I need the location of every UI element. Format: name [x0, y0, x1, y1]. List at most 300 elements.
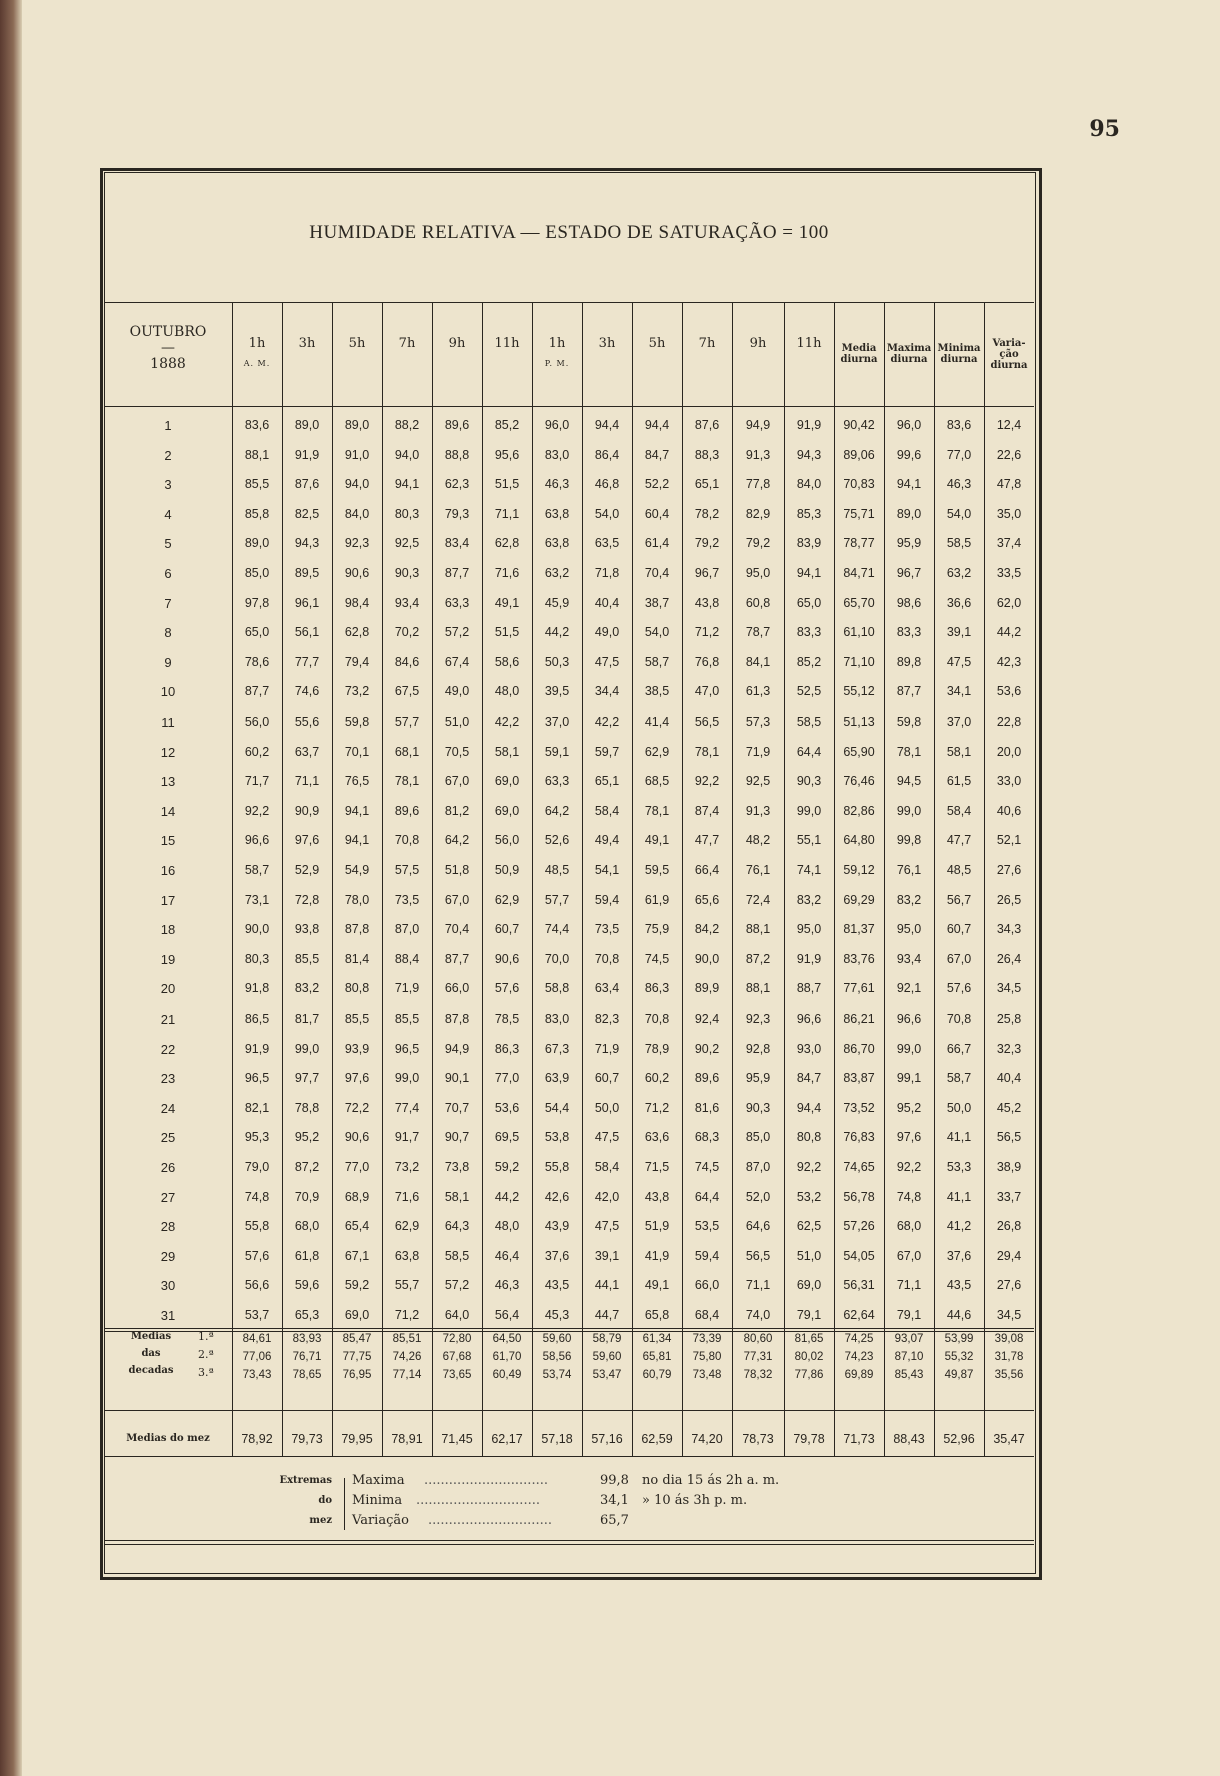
table-cell: 89,5: [294, 566, 320, 580]
table-cell: 39,5: [544, 684, 570, 699]
table-cell: 95,2: [896, 1100, 922, 1115]
decade-cell: 59,60: [592, 1351, 622, 1363]
table-cell: 94,9: [444, 1041, 470, 1056]
table-cell: 62,9: [494, 892, 520, 907]
table-cell: 55,1: [796, 833, 822, 848]
table-cell: 66,4: [694, 863, 720, 877]
day-number: 28: [160, 1219, 176, 1235]
table-cell: 83,76: [843, 951, 875, 966]
table-cell: 58,7: [946, 1071, 972, 1086]
rule: [104, 406, 1034, 407]
table-row: [104, 826, 1034, 855]
table-cell: 95,0: [745, 566, 771, 580]
table-cell: 96,5: [394, 1041, 420, 1056]
table-cell: 47,8: [996, 477, 1022, 492]
table-cell: 41,2: [946, 1219, 972, 1234]
table-cell: 61,10: [843, 625, 875, 640]
table-cell: 64,6: [745, 1219, 771, 1234]
decade-cell: 74,26: [392, 1351, 422, 1363]
table-cell: 49,1: [644, 833, 670, 848]
table-cell: 79,2: [694, 536, 720, 551]
table-cell: 78,7: [745, 625, 771, 640]
table-cell: 70,1: [344, 744, 370, 759]
table-cell: 63,3: [444, 595, 470, 610]
month-mean-cell: 35,47: [993, 1432, 1025, 1446]
summary-header: Varia-ção diurna: [990, 337, 1028, 371]
table-cell: 90,3: [394, 566, 420, 580]
table-cell: 82,86: [843, 803, 875, 818]
table-cell: 90,6: [494, 951, 520, 966]
day-number: 17: [160, 892, 176, 908]
extremes-label-3: mez: [309, 1515, 332, 1526]
hour-header: [432, 304, 482, 404]
table-cell: 58,4: [594, 1160, 620, 1174]
table-cell: 67,1: [344, 1248, 370, 1263]
day-number: 6: [164, 566, 172, 581]
table-cell: 90,3: [745, 1100, 771, 1115]
table-cell: 89,8: [896, 654, 922, 669]
table-cell: 83,2: [796, 892, 822, 907]
table-cell: 81,7: [294, 1012, 320, 1026]
day-number: 19: [160, 951, 176, 967]
table-cell: 44,2: [544, 625, 570, 640]
decade-cell: 60,79: [642, 1369, 672, 1381]
hour-header: [532, 304, 582, 404]
table-cell: 33,0: [996, 774, 1022, 789]
table-title: HUMIDADE RELATIVA — ESTADO DE SATURAÇÃO = 100: [309, 222, 829, 243]
decade-label-3: decadas: [128, 1365, 174, 1376]
table-cell: 53,8: [544, 1130, 570, 1145]
table-cell: 78,0: [344, 892, 370, 907]
table-cell: 88,3: [694, 447, 720, 462]
table-cell: 96,7: [896, 566, 922, 580]
table-cell: 73,5: [394, 892, 420, 907]
table-cell: 78,8: [294, 1100, 320, 1115]
decade-cell: 75,80: [692, 1351, 722, 1363]
table-cell: 42,2: [494, 715, 520, 729]
table-cell: 42,2: [594, 715, 620, 729]
decade-cell: 65,81: [642, 1351, 672, 1363]
decade-cell: 93,07: [894, 1333, 924, 1345]
table-cell: 20,0: [996, 744, 1022, 759]
table-cell: 34,5: [996, 981, 1022, 996]
table-cell: 73,2: [344, 684, 370, 699]
decade-cell: 85,43: [894, 1369, 924, 1381]
table-cell: 43,9: [544, 1219, 570, 1234]
table-cell: 87,0: [745, 1160, 771, 1174]
table-cell: 55,7: [394, 1278, 420, 1293]
table-cell: 78,1: [694, 744, 720, 759]
table-cell: 74,8: [896, 1189, 922, 1204]
table-cell: 41,4: [644, 715, 670, 729]
table-cell: 59,12: [843, 863, 875, 877]
table-cell: 65,6: [694, 892, 720, 907]
month-mean-cell: 78,73: [742, 1432, 774, 1446]
table-cell: 74,65: [843, 1160, 875, 1174]
table-cell: 88,4: [394, 951, 420, 966]
table-cell: 99,6: [896, 447, 922, 462]
table-cell: 81,4: [344, 951, 370, 966]
table-cell: 71,2: [644, 1100, 670, 1115]
table-row: [104, 648, 1034, 677]
table-row: [104, 945, 1034, 974]
table-cell: 53,6: [494, 1100, 520, 1115]
table-cell: 54,0: [594, 506, 620, 521]
hour-label: 11h: [796, 336, 822, 351]
hour-header: [332, 304, 382, 404]
table-cell: 70,7: [444, 1100, 470, 1115]
table-cell: 72,4: [745, 892, 771, 907]
table-cell: 58,7: [644, 654, 670, 669]
table-cell: 63,5: [594, 536, 620, 551]
table-cell: 27,6: [996, 1278, 1022, 1293]
table-cell: 72,2: [344, 1100, 370, 1115]
table-cell: 87,2: [294, 1160, 320, 1174]
decade-number: 1.ª: [198, 1330, 214, 1343]
table-cell: 51,0: [796, 1248, 822, 1263]
table-cell: 50,9: [494, 863, 520, 877]
decade-cell: 74,23: [844, 1351, 874, 1363]
table-cell: 59,4: [594, 892, 620, 907]
table-cell: 76,5: [344, 774, 370, 789]
table-cell: 98,6: [896, 595, 922, 610]
decade-number: 2.ª: [198, 1348, 214, 1361]
table-cell: 94,0: [344, 477, 370, 492]
decade-cell: 61,34: [642, 1333, 672, 1345]
table-cell: 59,4: [694, 1248, 720, 1263]
table-cell: 41,9: [644, 1248, 670, 1263]
table-cell: 66,0: [694, 1278, 720, 1293]
table-cell: 51,5: [494, 477, 520, 492]
table-cell: 92,2: [796, 1160, 822, 1174]
table-cell: 58,5: [796, 715, 822, 729]
table-cell: 90,42: [843, 418, 875, 432]
table-cell: 56,0: [244, 715, 270, 729]
day-number: 3: [164, 477, 172, 493]
table-cell: 92,8: [745, 1041, 771, 1056]
table-cell: 94,1: [796, 566, 822, 580]
table-cell: 54,1: [594, 863, 620, 877]
table-cell: 87,7: [244, 684, 270, 699]
table-cell: 96,7: [694, 566, 720, 580]
table-cell: 64,80: [843, 833, 875, 848]
table-cell: 41,1: [946, 1130, 972, 1145]
table-cell: 91,7: [394, 1130, 420, 1145]
hour-period: [405, 357, 409, 371]
day-number: 5: [164, 536, 172, 552]
table-cell: 56,5: [996, 1130, 1022, 1145]
rule: [104, 1540, 1034, 1541]
table-row: [104, 974, 1034, 1003]
day-number: 20: [160, 981, 176, 997]
table-cell: 49,1: [644, 1278, 670, 1293]
table-cell: 69,29: [843, 892, 875, 907]
table-row: [104, 1242, 1034, 1271]
hour-period: [305, 357, 309, 371]
table-cell: 53,7: [244, 1308, 270, 1322]
table-cell: 89,0: [294, 418, 320, 432]
table-row: [104, 915, 1034, 944]
table-cell: 84,0: [796, 477, 822, 492]
table-cell: 95,0: [896, 922, 922, 937]
table-cell: 47,5: [594, 1130, 620, 1145]
table-cell: 94,9: [745, 418, 771, 432]
table-cell: 87,6: [294, 477, 320, 492]
decade-cell: 77,14: [392, 1369, 422, 1381]
decade-cell: 53,99: [944, 1333, 974, 1345]
month-mean-cell: 79,78: [793, 1432, 825, 1446]
hour-label: 1h: [248, 336, 266, 351]
table-cell: 85,3: [796, 506, 822, 521]
table-cell: 96,0: [544, 418, 570, 432]
table-cell: 29,4: [996, 1248, 1022, 1263]
table-cell: 56,0: [494, 833, 520, 848]
table-cell: 88,7: [796, 981, 822, 996]
table-cell: 48,0: [494, 1219, 520, 1234]
table-cell: 58,8: [544, 981, 570, 996]
table-cell: 76,8: [694, 654, 720, 669]
table-cell: 71,2: [394, 1308, 420, 1322]
table-cell: 54,05: [843, 1248, 875, 1263]
table-cell: 63,6: [644, 1130, 670, 1145]
decade-cell: 73,65: [442, 1369, 472, 1381]
table-cell: 49,0: [594, 625, 620, 640]
table-cell: 92,3: [745, 1012, 771, 1026]
table-cell: 80,3: [394, 506, 420, 521]
table-cell: 45,9: [544, 595, 570, 610]
table-cell: 37,0: [946, 715, 972, 729]
table-cell: 92,2: [896, 1160, 922, 1174]
table-cell: 65,0: [244, 625, 270, 640]
table-cell: 79,2: [745, 536, 771, 551]
hour-label: 9h: [448, 336, 466, 351]
decade-cell: 84,61: [242, 1333, 272, 1345]
table-cell: 99,0: [796, 803, 822, 818]
table-cell: 47,5: [594, 654, 620, 669]
table-cell: 74,8: [244, 1189, 270, 1204]
day-number: 14: [160, 803, 176, 819]
table-cell: 36,6: [946, 595, 972, 610]
table-row: [104, 1094, 1034, 1123]
table-row: [104, 470, 1034, 499]
table-cell: 85,5: [294, 951, 320, 966]
summary-header: Minima diurna: [937, 343, 981, 365]
table-cell: 90,1: [444, 1071, 470, 1086]
table-cell: 57,2: [444, 1278, 470, 1293]
table-cell: 94,4: [594, 418, 620, 432]
decade-cell: 78,65: [292, 1369, 322, 1381]
table-cell: 49,0: [444, 684, 470, 699]
table-cell: 69,0: [494, 803, 520, 818]
hour-header: [382, 304, 432, 404]
table-cell: 78,1: [644, 803, 670, 818]
table-cell: 94,4: [796, 1100, 822, 1115]
table-cell: 68,3: [694, 1130, 720, 1145]
table-cell: 75,9: [644, 922, 670, 937]
table-cell: 52,1: [996, 833, 1022, 848]
table-cell: 94,1: [394, 477, 420, 492]
table-cell: 59,2: [344, 1278, 370, 1293]
table-cell: 76,83: [843, 1130, 875, 1145]
table-cell: 46,4: [494, 1248, 520, 1263]
table-cell: 61,8: [294, 1248, 320, 1263]
table-cell: 55,6: [294, 715, 320, 729]
table-cell: 67,0: [896, 1248, 922, 1263]
table-cell: 91,3: [745, 803, 771, 818]
extremes-var-dots: ..............................: [428, 1513, 552, 1528]
table-cell: 56,5: [694, 715, 720, 729]
table-cell: 47,5: [946, 654, 972, 669]
table-cell: 69,5: [494, 1130, 520, 1145]
table-cell: 82,3: [594, 1012, 620, 1026]
table-cell: 63,8: [544, 506, 570, 521]
table-cell: 42,3: [996, 654, 1022, 669]
table-cell: 51,0: [444, 715, 470, 729]
table-cell: 91,9: [796, 951, 822, 966]
day-number: 16: [160, 863, 176, 878]
month-mean-cell: 71,73: [843, 1432, 875, 1446]
table-cell: 87,7: [444, 951, 470, 966]
table-cell: 46,3: [494, 1278, 520, 1293]
table-cell: 89,6: [394, 803, 420, 818]
table-cell: 62,3: [444, 477, 470, 492]
table-cell: 56,1: [294, 625, 320, 640]
month-mean-cell: 79,95: [341, 1432, 373, 1446]
table-cell: 60,4: [644, 506, 670, 521]
table-cell: 44,7: [594, 1308, 620, 1322]
table-cell: 73,2: [394, 1160, 420, 1174]
table-cell: 63,2: [544, 566, 570, 580]
table-cell: 71,10: [843, 654, 875, 669]
table-cell: 54,4: [544, 1100, 570, 1115]
table-cell: 56,78: [843, 1189, 875, 1204]
table-cell: 71,1: [494, 506, 520, 521]
table-cell: 41,1: [946, 1189, 972, 1204]
rule: [104, 1410, 1034, 1411]
table-cell: 82,9: [745, 506, 771, 521]
table-cell: 68,5: [644, 774, 670, 789]
table-cell: 92,4: [694, 1012, 720, 1026]
extremes-var-name: Variação: [352, 1513, 409, 1528]
table-cell: 92,5: [745, 774, 771, 789]
table-cell: 60,2: [644, 1071, 670, 1086]
day-number: 26: [160, 1160, 176, 1175]
table-cell: 55,8: [244, 1219, 270, 1234]
decade-cell: 61,70: [492, 1351, 522, 1363]
table-cell: 70,8: [594, 951, 620, 966]
table-cell: 87,7: [896, 684, 922, 699]
table-cell: 70,8: [946, 1012, 972, 1026]
table-cell: 78,5: [494, 1012, 520, 1026]
table-cell: 54,0: [946, 506, 972, 521]
table-cell: 80,8: [344, 981, 370, 996]
table-cell: 54,9: [344, 863, 370, 877]
table-cell: 87,2: [745, 951, 771, 966]
rule: [104, 1544, 1034, 1545]
table-cell: 76,1: [896, 863, 922, 877]
table-cell: 49,4: [594, 833, 620, 848]
table-cell: 71,9: [394, 981, 420, 996]
table-cell: 74,4: [544, 922, 570, 937]
table-cell: 91,3: [745, 447, 771, 462]
table-cell: 83,2: [294, 981, 320, 996]
table-cell: 42,0: [594, 1189, 620, 1204]
table-cell: 57,7: [544, 892, 570, 907]
table-cell: 77,0: [494, 1071, 520, 1086]
table-cell: 86,21: [843, 1012, 875, 1026]
table-row: [104, 738, 1034, 767]
table-cell: 65,4: [344, 1219, 370, 1234]
table-cell: 91,9: [796, 418, 822, 432]
table-cell: 77,7: [294, 654, 320, 669]
table-cell: 53,6: [996, 684, 1022, 699]
decade-cell: 81,65: [794, 1333, 824, 1345]
table-cell: 57,6: [244, 1248, 270, 1263]
table-cell: 83,0: [544, 1012, 570, 1026]
table-cell: 88,8: [444, 447, 470, 462]
table-cell: 62,8: [344, 625, 370, 640]
table-cell: 75,71: [843, 506, 875, 521]
table-cell: 96,6: [244, 833, 270, 848]
table-cell: 88,1: [244, 447, 270, 462]
decade-cell: 58,79: [592, 1333, 622, 1345]
decade-cell: 55,32: [944, 1351, 974, 1363]
table-cell: 91,0: [344, 447, 370, 462]
table-cell: 86,4: [594, 447, 620, 462]
table-cell: 37,6: [544, 1248, 570, 1263]
table-cell: 70,0: [544, 951, 570, 966]
table-cell: 63,8: [394, 1248, 420, 1263]
table-cell: 78,9: [644, 1041, 670, 1056]
day-number: 2: [164, 447, 172, 463]
table-cell: 83,6: [946, 418, 972, 432]
table-cell: 52,0: [745, 1189, 771, 1204]
table-cell: 61,3: [745, 684, 771, 699]
decade-cell: 80,60: [743, 1333, 773, 1345]
table-cell: 63,4: [594, 981, 620, 996]
table-cell: 69,0: [796, 1278, 822, 1293]
table-cell: 58,1: [946, 744, 972, 759]
month-mean-cell: 57,18: [541, 1432, 573, 1446]
month-mean-cell: 52,96: [943, 1432, 975, 1446]
table-cell: 62,8: [494, 536, 520, 551]
month-header: [104, 324, 232, 372]
table-cell: 94,1: [896, 477, 922, 492]
table-cell: 71,6: [494, 566, 520, 580]
table-cell: 74,0: [745, 1308, 771, 1322]
brace: [344, 1478, 345, 1530]
table-cell: 40,4: [594, 595, 620, 610]
table-cell: 89,0: [244, 536, 270, 551]
table-cell: 84,2: [694, 922, 720, 937]
table-row: [104, 708, 1034, 737]
table-cell: 83,0: [544, 447, 570, 462]
table-cell: 52,6: [544, 833, 570, 848]
decade-cell: 53,47: [592, 1369, 622, 1381]
table-cell: 79,1: [796, 1308, 822, 1322]
table-cell: 71,6: [394, 1189, 420, 1204]
table-cell: 57,3: [745, 715, 771, 729]
table-cell: 72,8: [294, 892, 320, 907]
table-cell: 84,6: [394, 654, 420, 669]
table-cell: 64,3: [444, 1219, 470, 1234]
table-cell: 48,5: [946, 863, 972, 877]
table-cell: 59,5: [644, 863, 670, 877]
decade-cell: 72,80: [442, 1333, 472, 1345]
decade-label-2: das: [141, 1348, 161, 1359]
summary-header: Media diurna: [840, 343, 878, 365]
table-cell: 96,0: [896, 418, 922, 432]
